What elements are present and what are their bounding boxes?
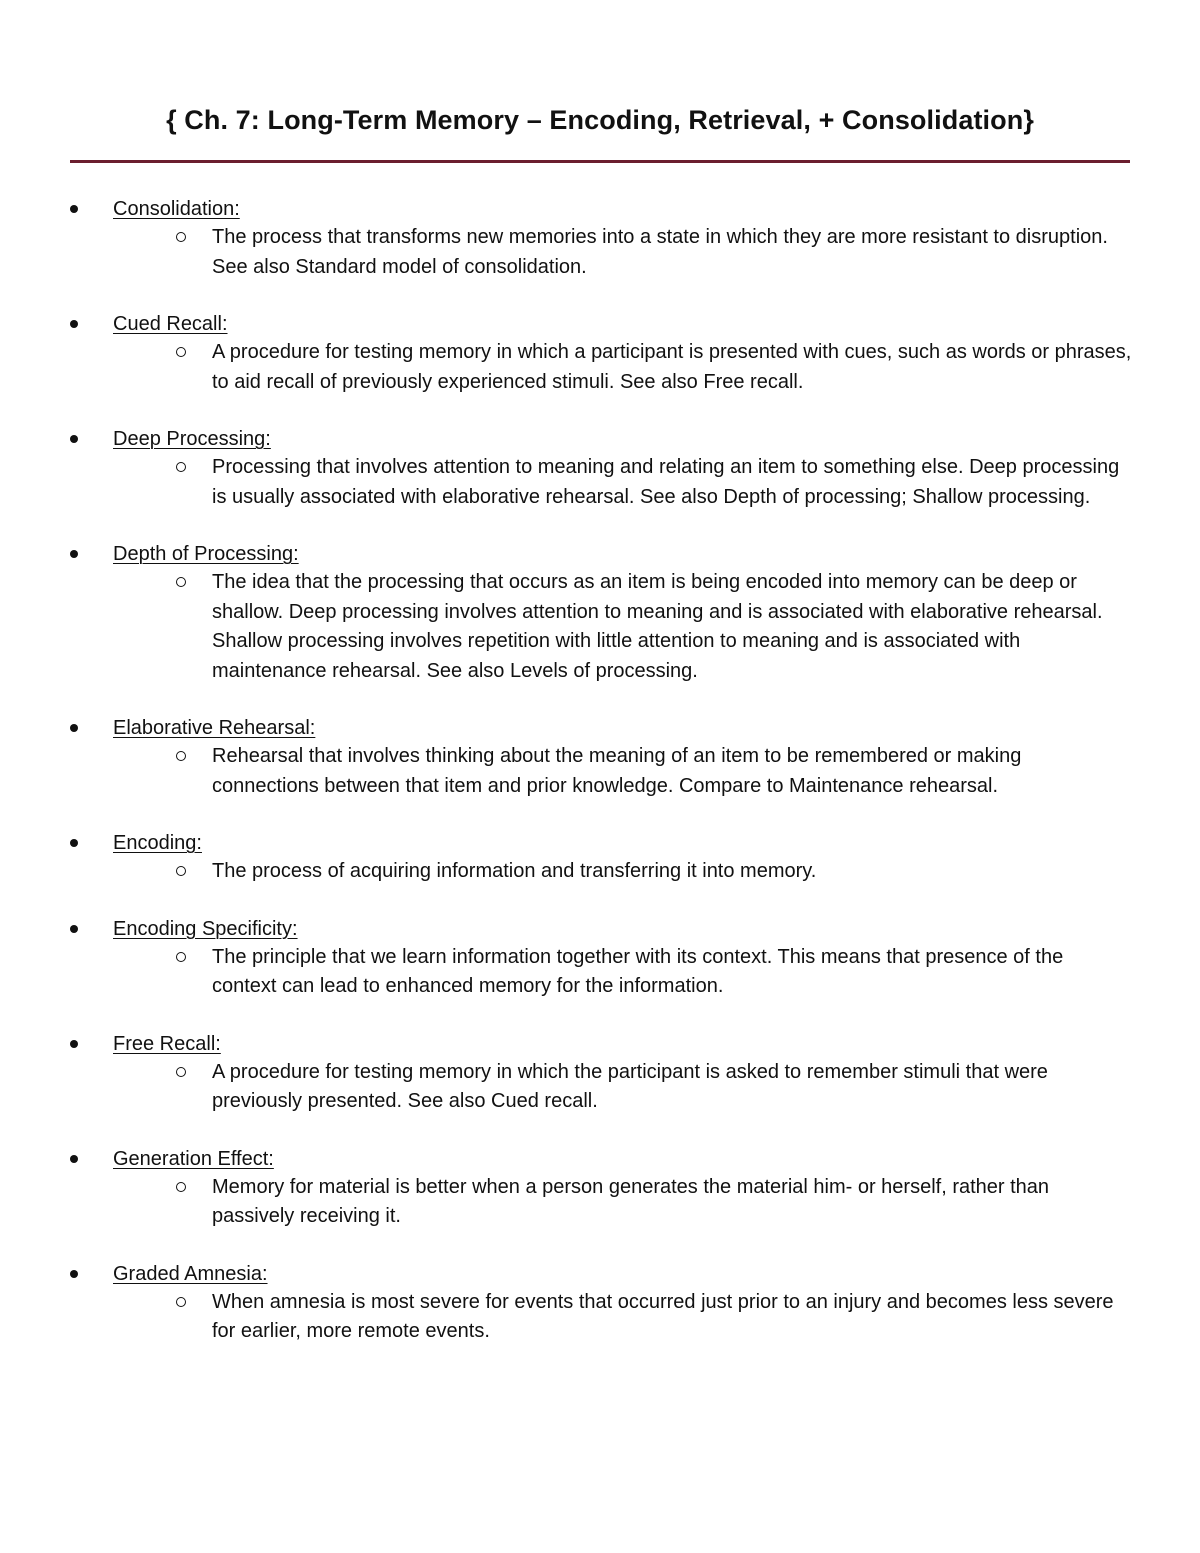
sub-bullet-icon bbox=[176, 577, 186, 587]
glossary-term: Graded Amnesia: bbox=[113, 1262, 268, 1285]
glossary-term: Deep Processing: bbox=[113, 428, 271, 450]
term-row bbox=[0, 1030, 1200, 1058]
sub-bullet-icon bbox=[176, 347, 186, 357]
glossary-definition: The process of acquiring information and transferring it into memory. bbox=[212, 860, 817, 882]
definition-row bbox=[0, 1058, 1200, 1117]
term-row bbox=[0, 1260, 1200, 1288]
glossary-definition: Processing that involves attention to meaning and relating an item to something else. Deep processing is usually associated with elaborative rehearsal. See also Depth of processing; Shallow processing. bbox=[212, 456, 1120, 508]
definition-row bbox=[0, 943, 1200, 1002]
glossary-term: Elaborative Rehearsal: bbox=[113, 717, 316, 739]
glossary-definition: Rehearsal that involves thinking about the meaning of an item to be remembered or making connections between that item and prior knowledge. Compare to Maintenance rehearsal. bbox=[212, 745, 1022, 797]
glossary-entry bbox=[0, 425, 1200, 512]
bullet-icon bbox=[70, 435, 78, 443]
term-row bbox=[0, 195, 1200, 223]
glossary-entry bbox=[0, 829, 1200, 887]
definition-row bbox=[0, 1288, 1200, 1347]
term-row bbox=[0, 915, 1200, 943]
sub-bullet-icon bbox=[176, 1067, 186, 1077]
glossary-entry bbox=[0, 1030, 1200, 1117]
glossary-entry bbox=[0, 310, 1200, 397]
term-row bbox=[0, 425, 1200, 453]
glossary-entry bbox=[0, 1260, 1200, 1347]
glossary-definition: The process that transforms new memories into a state in which they are more resistant to disruption. See also Standard model of consolidation. bbox=[212, 226, 1108, 278]
glossary-entry bbox=[0, 915, 1200, 1002]
glossary-term: Generation Effect: bbox=[113, 1147, 274, 1170]
term-row bbox=[0, 714, 1200, 742]
glossary-term: Free Recall: bbox=[113, 1032, 221, 1055]
sub-bullet-icon bbox=[176, 462, 186, 472]
glossary-term: Encoding Specificity: bbox=[113, 917, 298, 940]
sub-bullet-icon bbox=[176, 1297, 186, 1307]
glossary-definition: Memory for material is better when a person generates the material him- or herself, rather than passively receiving it. bbox=[212, 1175, 1050, 1227]
glossary-list bbox=[0, 195, 1200, 1375]
glossary-definition: When amnesia is most severe for events that occurred just prior to an injury and becomes less severe for earlier, more remote events. bbox=[212, 1290, 1114, 1342]
glossary-definition: A procedure for testing memory in which the participant is asked to remember stimuli that were previously presented. See also Cued recall. bbox=[212, 1060, 1048, 1112]
term-row bbox=[0, 829, 1200, 857]
bullet-icon bbox=[70, 320, 78, 328]
glossary-term: Encoding: bbox=[113, 832, 202, 854]
definition-row bbox=[0, 568, 1200, 686]
bullet-icon bbox=[70, 839, 78, 847]
sub-bullet-icon bbox=[176, 751, 186, 761]
glossary-entry bbox=[0, 714, 1200, 801]
term-row bbox=[0, 540, 1200, 568]
definition-row bbox=[0, 857, 1200, 887]
definition-row bbox=[0, 338, 1200, 397]
glossary-entry bbox=[0, 540, 1200, 686]
bullet-icon bbox=[70, 205, 78, 213]
sub-bullet-icon bbox=[176, 952, 186, 962]
bullet-icon bbox=[70, 1155, 78, 1163]
glossary-definition: A procedure for testing memory in which a participant is presented with cues, such as words or phrases, to aid recall of previously experienced stimuli. See also Free recall. bbox=[212, 341, 1132, 393]
definition-row bbox=[0, 742, 1200, 801]
term-row bbox=[0, 310, 1200, 338]
bullet-icon bbox=[70, 550, 78, 558]
glossary-term: Cued Recall: bbox=[113, 313, 228, 335]
definition-row bbox=[0, 453, 1200, 512]
glossary-entry bbox=[0, 195, 1200, 282]
definition-row bbox=[0, 1173, 1200, 1232]
sub-bullet-icon bbox=[176, 1182, 186, 1192]
glossary-entry bbox=[0, 1145, 1200, 1232]
sub-bullet-icon bbox=[176, 232, 186, 242]
glossary-definition: The idea that the processing that occurs as an item is being encoded into memory can be deep or shallow. Deep processing involves attention to meaning and is associated with elaborative rehearsal. Shallow processing involves repetition with little attention to meaning and is associated with maintenance rehearsal. See also Levels of processing. bbox=[212, 571, 1103, 682]
bullet-icon bbox=[70, 925, 78, 933]
title-divider bbox=[70, 160, 1130, 163]
sub-bullet-icon bbox=[176, 866, 186, 876]
definition-row bbox=[0, 223, 1200, 282]
bullet-icon bbox=[70, 724, 78, 732]
term-row bbox=[0, 1145, 1200, 1173]
bullet-icon bbox=[70, 1270, 78, 1278]
glossary-term: Depth of Processing: bbox=[113, 543, 299, 565]
bullet-icon bbox=[70, 1040, 78, 1048]
page-title: { Ch. 7: Long-Term Memory – Encoding, Retrieval, + Consolidation} bbox=[166, 105, 1034, 135]
glossary-term: Consolidation: bbox=[113, 198, 240, 220]
glossary-definition: The principle that we learn information together with its context. This means that presence of the context can lead to enhanced memory for the information. bbox=[212, 945, 1064, 997]
